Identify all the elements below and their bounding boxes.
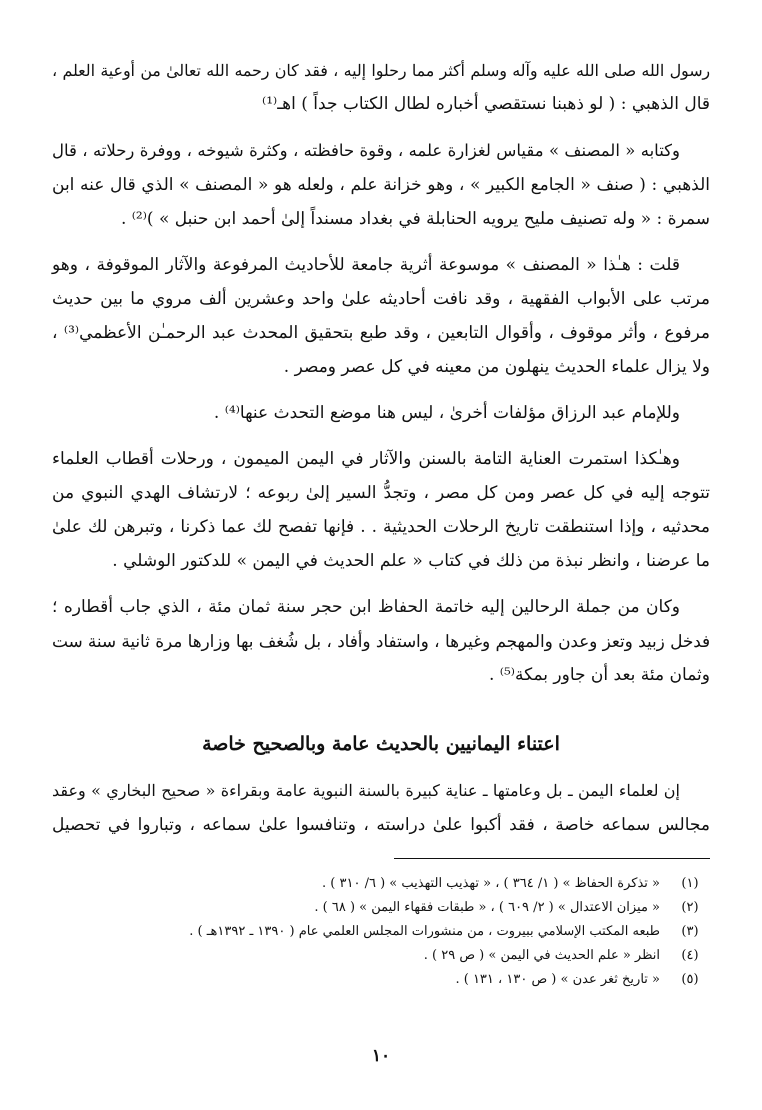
body-line: رسول الله صلى الله عليه وآله وسلم أكثر مما رحلوا إليه ، فقد كان رحمه الله تعالىٰ من أوعية العلم ، xyxy=(52,61,710,80)
body-line: محدثيه ، وإذا استنطقت تاريخ الرحلات الحديثية . . فإنها تفصح لك عما ذكرنا ، وتبرهن لك علىٰ xyxy=(52,517,710,537)
footnote-text: « تذكرة الحفاظ » ( ١/ ٣٦٤ ) ، « تهذيب التهذيب » ( ٦/ ٣١٠ ) . xyxy=(322,876,660,891)
footnote-text: انظر « علم الحديث في اليمن » ( ص ٢٩ ) . xyxy=(423,948,660,963)
body-line: الذهبي : ( صنف « الجامع الكبير » ، وهو خزانة علم ، ولعله هو « المصنف » الذي قال عنه ابن xyxy=(52,175,710,195)
body-line: مجالس سماعه خاصة ، فقد أكبوا علىٰ دراسته ، وتنافسوا علىٰ سماعه ، وتباروا في تحصيل xyxy=(52,815,710,835)
body-line: وهـٰكذا استمرت العناية التامة بالسنن والآثار في اليمن الميمون ، ورحلات أقطاب العلماء xyxy=(52,449,680,469)
footnote-number: (٣) xyxy=(681,924,699,939)
footnote-separator xyxy=(394,858,710,859)
footnote xyxy=(52,970,710,990)
section-heading: اعتناء اليمانيين بالحديث عامة وبالصحيح خاصة xyxy=(202,733,560,755)
body-line: تتوجه إليه في كل عصر ومن كل مصر ، وتجدُّ السير إلىٰ ربوعه ؛ لارتشاف الهدي النبوي من xyxy=(52,483,710,503)
body-line: مرتب على الأبواب الفقهية ، وقد نافت أحاديثه علىٰ واحد وعشرين ألف مروي ما بين حديث xyxy=(52,289,710,309)
body-line: وكتابه « المصنف » مقياس لغزارة علمه ، وقوة حافظته ، وكثرة شيوخه ، ووفرة رحلاته ، قال xyxy=(52,141,680,160)
footnote xyxy=(52,946,710,966)
footnote-number: (١) xyxy=(681,876,699,891)
footnote-text: « تاريخ ثغر عدن » ( ص ١٣٠ ، ١٣١ ) . xyxy=(455,972,660,987)
body-line: ولا يزال علماء الحديث ينهلون من معينه في كل عصر ومصر . xyxy=(283,357,710,377)
page-number: ١٠ xyxy=(371,1046,391,1066)
footnote-number: (٥) xyxy=(681,972,699,987)
footnote xyxy=(52,874,710,894)
footnote xyxy=(52,922,710,942)
footnote-number: (٢) xyxy=(681,900,699,915)
footnote-number: (٤) xyxy=(681,948,699,963)
footnote-text: « ميزان الاعتدال » ( ٢/ ٦٠٩ ) ، « طبقات فقهاء اليمن » ( ٦٨ ) . xyxy=(314,900,660,915)
footnote xyxy=(52,898,710,918)
body-line: إن لعلماء اليمن ـ بل وعامتها ـ عناية كبيرة بالسنة النبوية عامة وبقراءة « صحيح البخاري » وعقد xyxy=(52,781,680,800)
body-line: مرفوع ، وأثر موقوف ، وأقوال التابعين ، وقد طبع بتحقيق المحدث عبد الرحمـٰن الأعظمي⁽³⁾ ، xyxy=(52,323,710,343)
body-line: قلت : هـٰذا « المصنف » موسوعة أثرية جامعة للأحاديث المرفوعة والآثار الموقوفة ، وهو xyxy=(52,255,680,275)
body-line: فدخل زبيد وتعز وعدن والمهجم وغيرها ، واستفاد وأفاد ، بل شُغف بها وزارها مرة ثانية سنة ست xyxy=(52,631,710,651)
body-line: سمرة : « وله تصنيف مليح يرويه الحنابلة في بغداد مسنداً إلىٰ أحمد ابن حنبل » )⁽²⁾ . xyxy=(120,209,710,229)
body-line: وثمان مئة بعد أن جاور بمكة⁽⁵⁾ . xyxy=(488,665,710,685)
body-line: قال الذهبي : ( لو ذهبنا نستقصي أخباره لطال الكتاب جداً ) اهـ⁽¹⁾ xyxy=(262,94,710,114)
footnote-text: طبعه المكتب الإسلامي ببيروت ، من منشورات المجلس العلمي عام ( ١٣٩٠ ـ ١٣٩٢هـ ) . xyxy=(189,924,660,939)
body-line: وللإمام عبد الرزاق مؤلفات أخرىٰ ، ليس هنا موضع التحدث عنها⁽⁴⁾ . xyxy=(213,403,680,423)
body-line: وكان من جملة الرحالين إليه خاتمة الحفاظ ابن حجر سنة ثمان مئة ، الذي جاب أقطاره ؛ xyxy=(52,597,680,617)
body-line: ما عرضنا ، وانظر نبذة من ذلك في كتاب « علم الحديث في اليمن » للدكتور الوشلي . xyxy=(112,551,710,571)
